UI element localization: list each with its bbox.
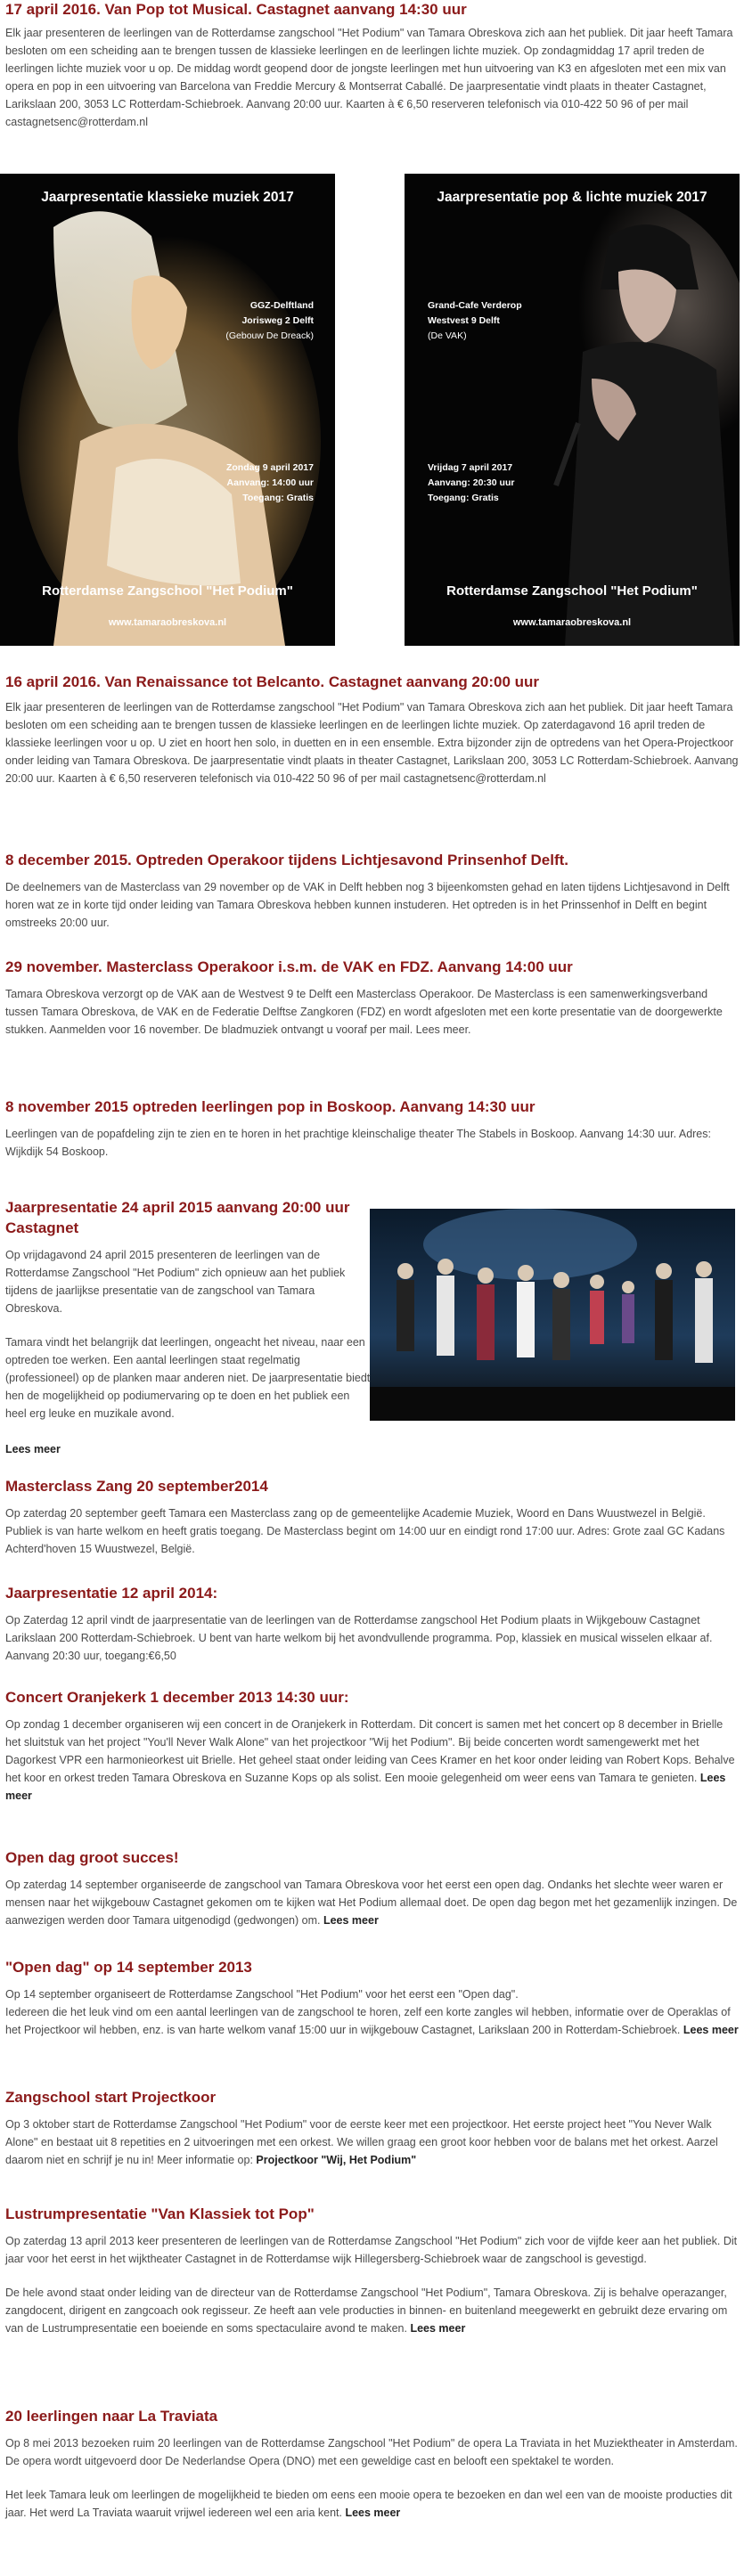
news-item-lustrum xyxy=(0,2205,744,2337)
ensemble-photo xyxy=(370,1209,735,1421)
event-price: Toegang: Gratis xyxy=(242,493,314,503)
news-title: "Open dag" op 14 september 2013 xyxy=(5,1959,252,1976)
news-title: Jaarpresentatie 24 april 2015 aanvang 20:00 uur Castagnet xyxy=(5,1199,350,1236)
venue-name: GGZ-Delftland xyxy=(249,300,314,311)
venue-note: (Gebouw De Dreack) xyxy=(225,330,314,341)
news-title: Lustrumpresentatie "Van Klassiek tot Pop" xyxy=(5,2205,315,2222)
news-body-text: Op 3 oktober start de Rotterdamse Zangschool "Het Podium" voor de eerste keer met een projectkoor. Het eerste project heet "You Never Walk Alone" en bestaat uit 8 repetities en 2 uitvoeringen met een orkest. We willen graag een groot koor hebben voor de balans met het orkest. Aarzel daarom niet en schrijf je nu in! Meer informatie op: xyxy=(5,2117,718,2166)
news-body xyxy=(5,1876,739,1929)
news-item-pop-musical xyxy=(0,0,744,131)
event-date: Zondag 9 april 2017 xyxy=(225,462,314,473)
news-body: Elk jaar presenteren de leerlingen van de Rotterdamse zangschool "Het Podium" van Tamara Obreskova zich aan het publiek. Dit jaar heeft Tamara besloten om een scheiding aan te brengen tussen de klassieke leerlingen en de leerlingen lichte muziek. Op zondagmiddag 17 april treden de leerlingen lichte muziek voor u op. De middag wordt geopend door de jongste leerlingen met hun uitvoering van K3 en afgesloten met een mix van opera en pop in een uitvoering van Barcelona van Freddie Mercury & Montserrat Caballé. De jaarpresentatie vindt plaats in theater Castagnet, Larikslaan 200, 3053 LC Rotterdam-Schiebroek. Aanvang 20:00 uur. Kaarten à € 6,50 reserveren telefonisch via 010-422 50 96 of per mail castagnetsenc@rotterdam.nl xyxy=(5,26,733,128)
poster-venue xyxy=(428,298,522,344)
news-body: De deelnemers van de Masterclass van 29 november op de VAK in Delft hebben nog 3 bijeenkomsten gehad en laten tijdens Lichtjesavond in Delft horen wat ze in korte tijd onder leiding van Tamara Obreskova hebben kunnen instuderen. Het optreden is in het Prinssenhof in Delft en begint omstreeks 20:00 uur. xyxy=(5,880,730,929)
poster-website[interactable]: www.tamaraobreskova.nl xyxy=(108,617,227,628)
poster-website[interactable]: www.tamaraobreskova.nl xyxy=(512,617,632,628)
news-title: 8 november 2015 optreden leerlingen pop in Boskoop. Aanvang 14:30 uur xyxy=(5,1098,536,1115)
poster-classical[interactable] xyxy=(0,174,335,646)
news-body: Tamara Obreskova verzorgt op de VAK aan de Westvest 9 te Delft een Masterclass Operakoor. De Masterclass is een samenwerkingsverband tussen Tamara Obreskova, de VAK en de Federatie Delftse Zangkoren (FDZ) en wordt afgesloten met een korte presentatie van de doorgewerkte stukken. Aanmelden voor 16 november. De bladmuziek ontvangt u vooraf per mail. Lees meer. xyxy=(5,987,723,1036)
news-title: Open dag groot succes! xyxy=(5,1849,179,1866)
news-body: Tamara vindt het belangrijk dat leerlingen, ongeacht het niveau, naar een optreden toe werken. Een aantal leerlingen staat regelmatig (professioneel) op de planken maar anderen niet. De jaarpresentatie biedt hen de mogelijkheid op podiumervaring op te doen en het publiek een heel erg leuke en muzikale avond. xyxy=(5,1335,371,1420)
news-body xyxy=(5,2003,739,2039)
event-date: Vrijdag 7 april 2017 xyxy=(428,462,513,473)
news-item-jaarpresentatie-2015 xyxy=(0,1198,744,1465)
venue-address: Westvest 9 Delft xyxy=(428,315,500,326)
news-item-la-traviata xyxy=(0,2407,744,2522)
news-body: Elk jaar presenteren de leerlingen van de Rotterdamse zangschool "Het Podium" van Tamara Obreskova zich aan het publiek. Dit jaar heeft Tamara besloten om een scheiding aan te brengen tussen de klassieke leerlingen en de leerlingen lichte muziek. Op zaterdagavond 16 april treden de klassieke leerlingen voor u op. U ziet en hoort hen solo, in duetten en in een ensemble. Extra bijzonder zijn de optredens van het Opera-Projectkoor onder leiding van Tamara Obreskova. De jaarpresentatie vindt plaats in theater Castagnet, Larikslaan 200, 3053 LC Rotterdam-Schiebroek. Aanvang 20:00 uur. Kaarten à € 6,50 reserveren telefonisch via 010-422 50 96 of per mail castagnetsenc@rotterdam.nl xyxy=(5,700,739,785)
news-item-jaarpresentatie-2014 xyxy=(0,1584,744,1665)
news-body xyxy=(5,2284,739,2337)
news-body-text: Iedereen die het leuk vind om een aantal leerlingen van de zangschool te horen, zelf een korte zangles wil hebben, informatie over de Operaklas of het Projectkoor wil hebben, enz. is van harte welkom vanaf 15:00 uur in wijkgebouw Castagnet, Larikslaan 200 in Rotterdam-Schiebroek. xyxy=(5,2005,731,2036)
news-title: Jaarpresentatie 12 april 2014: xyxy=(5,1585,218,1602)
venue-address: Jorisweg 2 Delft xyxy=(241,315,314,326)
news-body xyxy=(5,2486,739,2522)
venue-name: Grand-Cafe Verderop xyxy=(428,300,522,311)
news-body-text: De hele avond staat onder leiding van de directeur van de Rotterdamse Zangschool "Het Podium", Tamara Obreskova. Zij is behalve operazanger, zangdocent, dirigent en zangcoach ook regisseur. Ze heeft aan vele producties in binnen- en buitenland meegewerkt en gebruikt deze ervaring om van de Lustrumpresentatie een boeiende en soms spectaculaire avond te maken. xyxy=(5,2286,728,2335)
poster-date xyxy=(226,461,314,506)
news-body: Op zaterdag 20 september geeft Tamara een Masterclass zang op de gemeentelijke Academie Muziek, Woord en Dans Wuustwezel in België. Publiek is van harte welkom en heeft gratis toegang. De Masterclass begint om 14:00 uur en eindigt rond 17:00 uur. Adres: Grote zaal GC Kadans Achterd'hoven 15 Wuustwezel, België. xyxy=(5,1506,725,1555)
news-body: Op Zaterdag 12 april vindt de jaarpresentatie van de leerlingen van de Rotterdamse zangschool Het Podium plaats in Wijkgebouw Castagnet Larikslaan 200 Rotterdam-Schiebroek. U bent van harte welkom bij het avondvullende programma. Pop, klassiek en musical wisselen elkaar af. Aanvang 20:30 uur, toegang:€6,50 xyxy=(5,1613,713,1662)
news-title: 17 april 2016. Van Pop tot Musical. Castagnet aanvang 14:30 uur xyxy=(5,1,467,18)
news-item-open-dag-succes xyxy=(0,1848,744,1929)
news-body xyxy=(5,1716,739,1805)
news-title: 16 april 2016. Van Renaissance tot Belcanto. Castagnet aanvang 20:00 uur xyxy=(5,673,540,690)
read-more-link[interactable]: Lees meer xyxy=(323,1913,379,1927)
read-more-link[interactable]: Lees meer xyxy=(5,1443,61,1455)
event-time: Aanvang: 20:30 uur xyxy=(428,477,515,488)
news-item-renaissance-belcanto xyxy=(0,673,744,787)
news-title: Zangschool start Projectkoor xyxy=(5,2089,217,2106)
poster-title: Jaarpresentatie klassieke muziek 2017 xyxy=(41,190,294,205)
news-item-oranjekerk xyxy=(0,1688,744,1805)
news-body: Op zaterdag 13 april 2013 keer presenteren de leerlingen van de Rotterdamse Zangschool "Het Podium" zich voor de vijfde keer aan het publiek. Dit jaar voor het eerst in het wijktheater Castagnet in de Rotterdamse wijk Hillegersberg-Schiebroek waar de zangschool is gevestigd. xyxy=(5,2234,738,2265)
news-body-text: Het leek Tamara leuk om leerlingen de mogelijkheid te bieden om eens een mooie opera te bezoeken en dan wel een van de mooiste producties dit jaar. Het werd La Traviata waaruit vrijwel iedereen wel een aria kent. xyxy=(5,2488,732,2519)
projectkoor-link[interactable]: Projectkoor "Wij, Het Podium" xyxy=(256,2153,417,2166)
news-title: 20 leerlingen naar La Traviata xyxy=(5,2408,218,2425)
poster-title: Jaarpresentatie pop & lichte muziek 2017 xyxy=(437,190,707,205)
read-more-link[interactable]: Lees meer xyxy=(410,2321,466,2335)
poster-school: Rotterdamse Zangschool "Het Podium" xyxy=(446,583,698,599)
news-item-open-dag-2013 xyxy=(0,1958,744,2039)
news-body: Op vrijdagavond 24 april 2015 presenteren de leerlingen van de Rotterdamse Zangschool "Het Podium" zich opnieuw aan het publiek tijdens de jaarlijkse presentatie van de zangschool van Tamara Obreskova. xyxy=(5,1248,346,1315)
news-body xyxy=(5,2115,739,2169)
news-body: Leerlingen van de popafdeling zijn te zien en te horen in het prachtige kleinschalige theater The Stabels in Boskoop. Aanvang 14:30 uur. Adres: Wijkdijk 54 Boskoop. xyxy=(5,1127,711,1158)
news-title: 8 december 2015. Optreden Operakoor tijdens Lichtjesavond Prinsenhof Delft. xyxy=(5,852,569,868)
event-price: Toegang: Gratis xyxy=(428,493,499,503)
read-more-link[interactable]: Lees meer xyxy=(5,1771,726,1802)
event-time: Aanvang: 14:00 uur xyxy=(226,477,314,488)
venue-note: (De VAK) xyxy=(428,330,467,341)
poster-date xyxy=(428,461,514,506)
news-item-projectkoor xyxy=(0,2088,744,2169)
singer-photo-left xyxy=(0,174,335,646)
news-title: Masterclass Zang 20 september2014 xyxy=(5,1478,268,1495)
singer-photo-right xyxy=(405,174,740,646)
news-item-masterclass-2014 xyxy=(0,1477,744,1558)
news-body: Op 14 september organiseert de Rotterdamse Zangschool "Het Podium" voor het eerst een "Open dag". xyxy=(5,1987,519,2001)
news-body: Op 8 mei 2013 bezoeken ruim 20 leerlingen van de Rotterdamse Zangschool "Het Podium" de opera La Traviata in het Muziektheater in Amsterdam. De opera wordt uitgevoerd door De Nederlandse Opera (DNO) met een geweldige cast en belooft een spektakel te worden. xyxy=(5,2436,738,2467)
news-item-boskoop xyxy=(0,1097,744,1161)
news-title: 29 november. Masterclass Operakoor i.s.m. de VAK en FDZ. Aanvang 14:00 uur xyxy=(5,958,573,975)
news-item-lichtjesavond xyxy=(0,851,744,932)
news-body-text: Op zondag 1 december organiseren wij een concert in de Oranjekerk in Rotterdam. Dit concert is samen met het concert op 8 december in Brielle het sluitstuk van het project "You'll Never Walk Alone" van het projectkoor "Wij het Podium". Bij beide concerten wordt samengewerkt met het Dagorkest VPR een harmonieorkest uit Brielle. Het geheel staat onder leiding van Cees Kramer en het koor onder leiding van Robert Kops. Behalve het koor en orkest treden Tamara Obreskova en Suzanne Kops op als solist. Een mooie gelegenheid om weer eens van Tamara te genieten. xyxy=(5,1717,735,1784)
news-body-text: Op zaterdag 14 september organiseerde de zangschool van Tamara Obreskova voor het eerst een open dag. Ondanks het slechte weer waren er mensen naar het wijkgebouw Castagnet gekomen om te kijken wat Het Podium allemaal doet. De open dag begon met het gezamenlijk inzingen. De aanwezigen werden door Tamara uitgenodigd (gedwongen) om. xyxy=(5,1878,738,1927)
read-more-link[interactable]: Lees meer xyxy=(345,2506,401,2519)
poster-pop[interactable] xyxy=(405,174,740,646)
poster-venue xyxy=(225,298,314,344)
read-more-link[interactable]: Lees meer xyxy=(683,2023,739,2036)
news-item-masterclass-operakoor xyxy=(0,958,744,1039)
poster-school: Rotterdamse Zangschool "Het Podium" xyxy=(42,583,293,599)
news-body-tail xyxy=(5,1440,736,1458)
news-title: Concert Oranjekerk 1 december 2013 14:30 uur: xyxy=(5,1689,349,1706)
